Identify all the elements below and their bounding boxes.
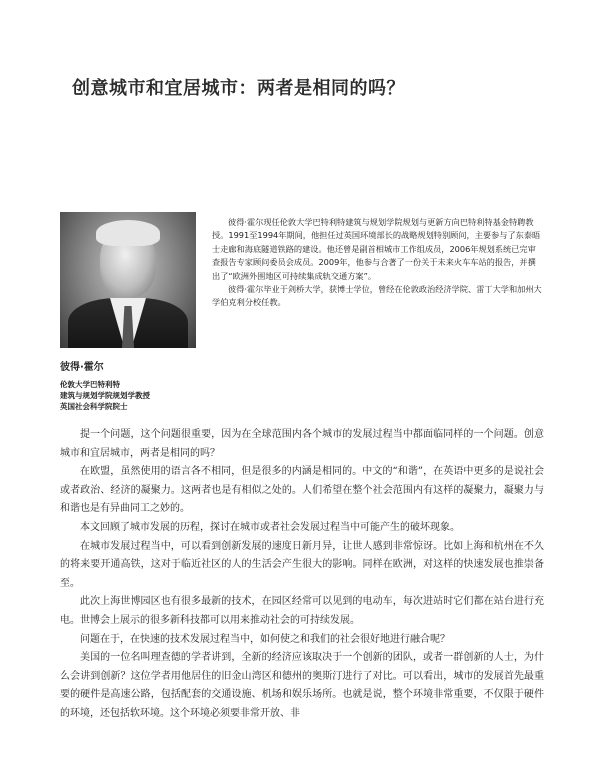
author-block [60,358,260,412]
article-body [60,426,544,724]
body-paragraph: 美国的一位名叫理查德的学者讲到，全新的经济应该取决于一个创新的团队，或者一群创新的人士，为什么会讲到创新？这位学者用他居住的旧金山湾区和德州的奥斯汀进行了对比。可以看出，城市的发展首先最重要的硬件是高速公路，包括配套的交通设施、机场和娱乐场所。也就是说，整个环境非常重要，不仅限于硬件的环境，还包括软环境。这个环境必须要非常开放、非 [60,652,544,719]
author-title-line: 英国社会科学院院士 [60,402,128,411]
article-title: 创意城市和宜居城市：两者是相同的吗？ [72,78,405,99]
bio-paragraph: 彼得·霍尔现任伦敦大学巴特利特建筑与规划学院规划与更新方向巴特利特基金特聘教授。1991至1994年期间，他担任过英国环境部长的战略规划特别顾问，主要参与了东泰晤士走廊和海底隧道铁路的建设。他还曾是副首相城市工作组成员，2006年规划系统已完审查报告专家顾问委员会成员。2009年，他参与合著了一份关于未来火车车站的报告，并撰出了“欧洲外围地区可持续集成轨交通方案”。 [212,217,541,281]
photo-hair [96,220,160,246]
body-paragraph: 在城市发展过程当中，可以看到创新发展的速度日新月异，让世人感到非常惊讶。比如上海和杭州在不久的将来要开通高铁，这对于临近社区的人的生活会产生很大的影响。同样在欧洲，对这样的快速发展也推崇备至。 [60,540,544,589]
body-paragraph: 问题在于，在快速的技术发展过程当中，如何使之和我们的社会很好地进行融合呢？ [80,633,450,645]
author-name: 彼得·霍尔 [60,362,104,373]
body-paragraph: 本文回顾了城市发展的历程，探讨在城市或者社会发展过程当中可能产生的破坏现象。 [80,521,460,533]
body-paragraph: 此次上海世博园区也有很多最新的技术，在园区经常可以见到的电动车，每次进站时它们都在站台进行充电。世博会上展示的很多新科技都可以用来推动社会的可持续发展。 [60,596,544,626]
author-photo [60,212,196,348]
author-title-line: 伦敦大学巴特利特 [60,380,120,389]
body-paragraph: 提一个问题，这个问题很重要，因为在全球范围内各个城市的发展过程当中都面临同样的一个问题。创意城市和宜居城市，两者是相同的吗？ [60,429,544,459]
bio-paragraph: 彼得·霍尔毕业于剑桥大学，获博士学位，曾经在伦敦政治经济学院、雷丁大学和加州大学伯克利分校任教。 [212,284,542,308]
body-paragraph: 在欧盟，虽然使用的语言各不相同，但是很多的内涵是相同的。中文的“和谐”，在英语中更多的是说社会或者政治、经济的凝聚力。这两者也是有相似之处的。人们希望在整个社会范围内有这样的凝聚力，凝聚力与和谐也是有异曲同工之妙的。 [60,466,544,515]
author-title-line: 建筑与规划学院规划学教授 [60,391,150,400]
author-bio [212,216,542,310]
